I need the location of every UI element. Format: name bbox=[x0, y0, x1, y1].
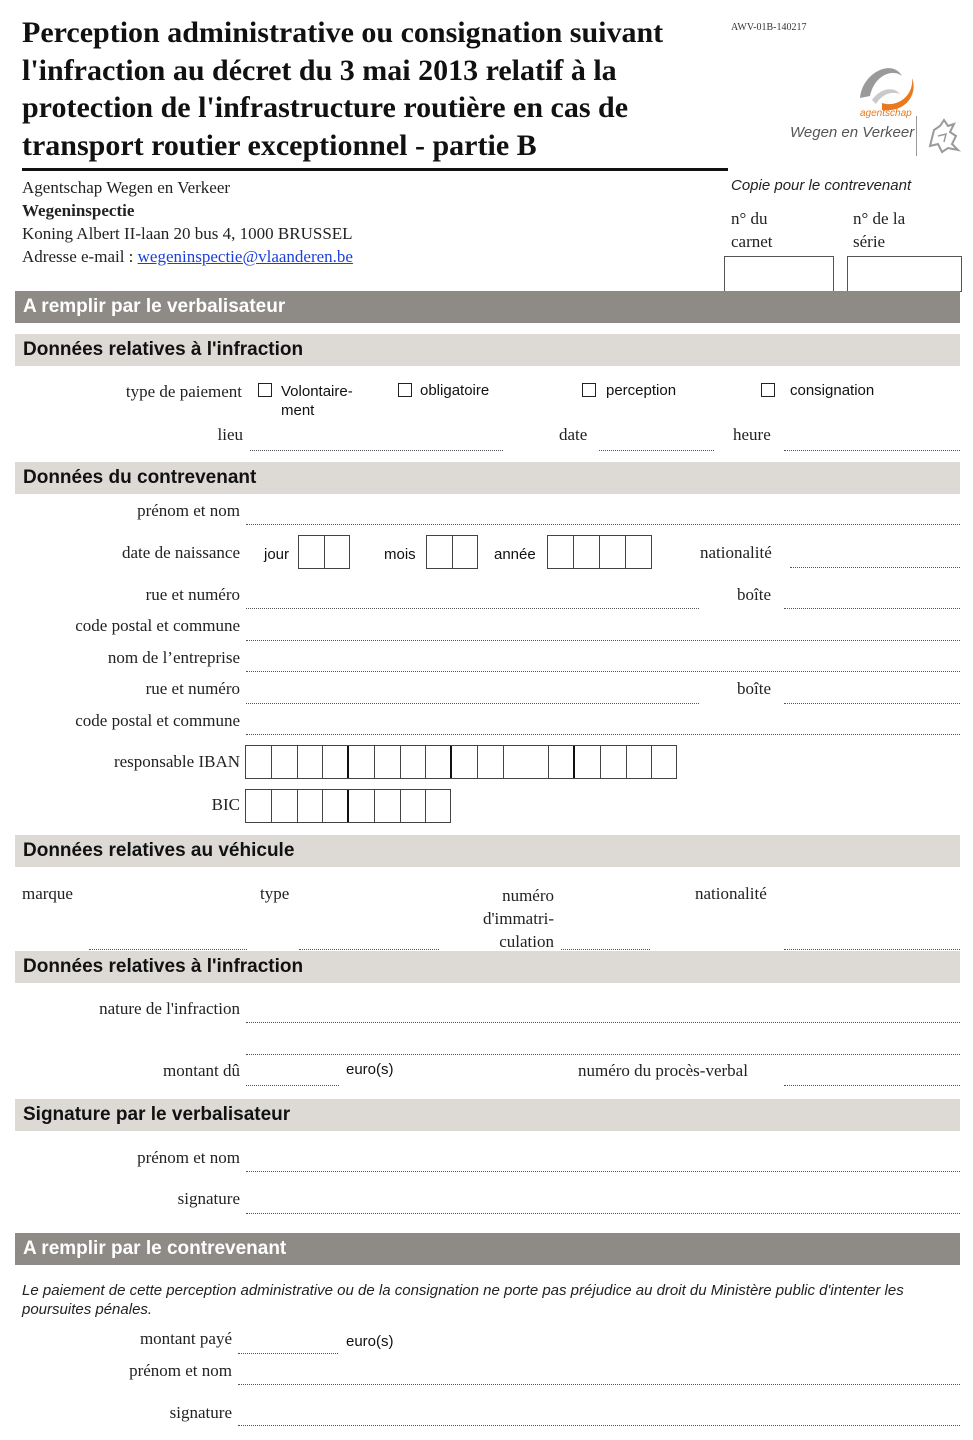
contrevenant-bar: A remplir par le contrevenant bbox=[15, 1233, 960, 1265]
vehicule-nationalite-field[interactable] bbox=[784, 949, 960, 950]
copy-label: Copie pour le contrevenant bbox=[731, 177, 912, 194]
iban-cell[interactable] bbox=[627, 746, 653, 778]
iban-cell[interactable] bbox=[575, 746, 601, 778]
iban-cell[interactable] bbox=[323, 746, 349, 778]
annee-label: année bbox=[494, 546, 536, 563]
email-label: Adresse e-mail : bbox=[22, 247, 138, 266]
verbalisateur-bar: A remplir par le verbalisateur bbox=[15, 291, 960, 323]
boite2-label: boîte bbox=[737, 679, 771, 698]
type-label: type bbox=[260, 884, 290, 903]
bic-cell[interactable] bbox=[323, 790, 349, 822]
iban-cell[interactable] bbox=[452, 746, 478, 778]
bic-cell[interactable] bbox=[375, 790, 401, 822]
montant-paye-field[interactable] bbox=[238, 1353, 338, 1354]
jour-label: jour bbox=[264, 546, 290, 563]
heure-field[interactable] bbox=[784, 450, 960, 451]
title-rule bbox=[22, 168, 728, 171]
iban-cell[interactable] bbox=[652, 746, 676, 778]
checkbox-obligatoire[interactable] bbox=[398, 383, 412, 397]
lieu-label: lieu bbox=[217, 425, 243, 444]
entreprise-label: nom de l’entreprise bbox=[107, 648, 240, 667]
logo-small-text: agentschap bbox=[860, 108, 912, 119]
marque-label: marque bbox=[22, 884, 73, 903]
rue2-label: rue et numéro bbox=[145, 679, 240, 698]
nationalite-label: nationalité bbox=[700, 543, 772, 562]
date-field[interactable] bbox=[599, 450, 714, 451]
iban-cell[interactable] bbox=[504, 746, 550, 778]
montant-euro-label: euro(s) bbox=[346, 1061, 394, 1078]
email-link[interactable]: wegeninspectie@vlaanderen.be bbox=[137, 247, 353, 266]
digit-cell[interactable] bbox=[626, 536, 651, 568]
montant-label: montant dû bbox=[163, 1061, 240, 1080]
annee-cells[interactable] bbox=[547, 535, 652, 569]
iban-cell[interactable] bbox=[349, 746, 375, 778]
digit-cell[interactable] bbox=[325, 536, 350, 568]
digit-cell[interactable] bbox=[427, 536, 453, 568]
iban-cell[interactable] bbox=[601, 746, 627, 778]
verbalisateur-signature-label: signature bbox=[177, 1189, 240, 1208]
jour-cells[interactable] bbox=[298, 535, 350, 569]
code-postal2-label: code postal et commune bbox=[75, 711, 240, 730]
nature-field-2[interactable] bbox=[246, 1054, 960, 1055]
section-contrevenant: Données du contrevenant bbox=[15, 462, 960, 494]
section-infraction: Données relatives à l'infraction bbox=[15, 334, 960, 366]
section-vehicule: Données relatives au véhicule bbox=[15, 835, 960, 867]
lieu-field[interactable] bbox=[250, 450, 503, 451]
iban-cell[interactable] bbox=[426, 746, 452, 778]
vehicule-nationalite-label: nationalité bbox=[695, 884, 767, 903]
nature-field-1[interactable] bbox=[246, 1022, 960, 1023]
iban-cell[interactable] bbox=[549, 746, 575, 778]
carnet-label: n° du carnet bbox=[731, 209, 773, 251]
boite-label: boîte bbox=[737, 585, 771, 604]
option-perception-label: perception bbox=[606, 382, 677, 399]
bic-cell[interactable] bbox=[401, 790, 427, 822]
digit-cell[interactable] bbox=[574, 536, 600, 568]
immatriculation-field[interactable] bbox=[561, 949, 650, 950]
section-signature: Signature par le verbalisateur bbox=[15, 1099, 960, 1131]
code-postal-label: code postal et commune bbox=[75, 616, 240, 635]
boite-field[interactable] bbox=[784, 608, 960, 609]
carnet-number-field[interactable] bbox=[724, 256, 834, 292]
form-code: AWV-01B-140217 bbox=[731, 22, 807, 33]
marque-field[interactable] bbox=[89, 949, 247, 950]
option-consignation-label: consignation bbox=[790, 382, 875, 399]
agency-email-row bbox=[22, 245, 353, 268]
agency-address bbox=[22, 176, 353, 268]
legal-note: Le paiement de cette perception administrative ou de la consignation ne porte pas préjudice au droit du Ministère public d'intenter les poursuites pénales. bbox=[22, 1282, 904, 1318]
checkbox-consignation[interactable] bbox=[761, 383, 775, 397]
iban-label: responsable IBAN bbox=[113, 752, 240, 771]
prenom-nom-label: prénom et nom bbox=[137, 501, 240, 520]
bic-cell[interactable] bbox=[298, 790, 324, 822]
bic-cell[interactable] bbox=[246, 790, 272, 822]
heure-label: heure bbox=[733, 425, 771, 444]
digit-cell[interactable] bbox=[548, 536, 574, 568]
iban-cell[interactable] bbox=[246, 746, 272, 778]
rue-field[interactable] bbox=[246, 608, 699, 609]
checkbox-perception[interactable] bbox=[582, 383, 596, 397]
bic-cell[interactable] bbox=[426, 790, 450, 822]
boite2-field[interactable] bbox=[784, 703, 960, 704]
payment-type-label: type de paiement bbox=[125, 382, 242, 401]
iban-cell[interactable] bbox=[375, 746, 401, 778]
montant-paye-label: montant payé bbox=[139, 1329, 232, 1348]
digit-cell[interactable] bbox=[453, 536, 478, 568]
logo-divider bbox=[916, 116, 917, 156]
digit-cell[interactable] bbox=[600, 536, 626, 568]
bic-cell[interactable] bbox=[272, 790, 298, 822]
verbalisateur-name-field[interactable] bbox=[246, 1171, 960, 1172]
option-obligatoire-label: obligatoire bbox=[420, 382, 490, 399]
rue2-field[interactable] bbox=[246, 703, 699, 704]
bic-cell[interactable] bbox=[349, 790, 375, 822]
form-title: Perception administrative ou consignation suivant l'infraction au décret du 3 mai 2013 relatif à la protection de l'infrastructure routière en cas de transport routier exceptionnel - partie B bbox=[22, 16, 664, 162]
pv-field[interactable] bbox=[784, 1085, 960, 1086]
montant-paye-euro-label: euro(s) bbox=[346, 1333, 394, 1350]
verbalisateur-signature-field[interactable] bbox=[246, 1213, 960, 1214]
iban-cells[interactable] bbox=[245, 745, 677, 779]
prenom-nom-field[interactable] bbox=[246, 524, 960, 525]
immatriculation-label: numéro d'immatri- culation bbox=[482, 886, 554, 951]
code-postal2-field[interactable] bbox=[246, 734, 960, 735]
nationalite-field[interactable] bbox=[790, 567, 960, 568]
montant-field[interactable] bbox=[246, 1085, 339, 1086]
iban-cell[interactable] bbox=[401, 746, 427, 778]
mois-cells[interactable] bbox=[426, 535, 478, 569]
rue-label: rue et numéro bbox=[145, 585, 240, 604]
verbalisateur-name-label: prénom et nom bbox=[137, 1148, 240, 1167]
iban-cell[interactable] bbox=[478, 746, 504, 778]
contrevenant-signature-label: signature bbox=[169, 1403, 232, 1422]
logo-big-text: Wegen en Verkeer bbox=[790, 124, 915, 141]
code-postal-field[interactable] bbox=[246, 640, 960, 641]
agency-logo bbox=[790, 58, 970, 158]
agency-department: Wegeninspectie bbox=[22, 201, 135, 220]
agency-name: Agentschap Wegen en Verkeer bbox=[22, 178, 231, 197]
iban-cell[interactable] bbox=[272, 746, 298, 778]
mois-label: mois bbox=[384, 546, 416, 563]
digit-cell[interactable] bbox=[299, 536, 325, 568]
type-field[interactable] bbox=[299, 949, 439, 950]
serie-number-field[interactable] bbox=[847, 256, 962, 292]
option-volontaire-label: Volontaire- ment bbox=[281, 383, 353, 419]
date-naissance-label: date de naissance bbox=[122, 543, 240, 562]
bic-label: BIC bbox=[211, 795, 240, 814]
flemish-lion-icon bbox=[924, 116, 968, 156]
nature-label: nature de l'infraction bbox=[99, 999, 240, 1018]
contrevenant-name-field[interactable] bbox=[238, 1384, 960, 1385]
entreprise-field[interactable] bbox=[246, 671, 960, 672]
contrevenant-name-label: prénom et nom bbox=[129, 1361, 232, 1380]
iban-cell[interactable] bbox=[298, 746, 324, 778]
serie-label: n° de la série bbox=[853, 209, 906, 251]
checkbox-volontaire[interactable] bbox=[258, 383, 272, 397]
pv-label: numéro du procès-verbal bbox=[578, 1061, 748, 1080]
section-infraction-details: Données relatives à l'infraction bbox=[15, 951, 960, 983]
contrevenant-signature-field[interactable] bbox=[238, 1425, 960, 1426]
bic-cells[interactable] bbox=[245, 789, 451, 823]
agency-street: Koning Albert II-laan 20 bus 4, 1000 BRUSSEL bbox=[22, 224, 353, 243]
date-label: date bbox=[559, 425, 588, 444]
